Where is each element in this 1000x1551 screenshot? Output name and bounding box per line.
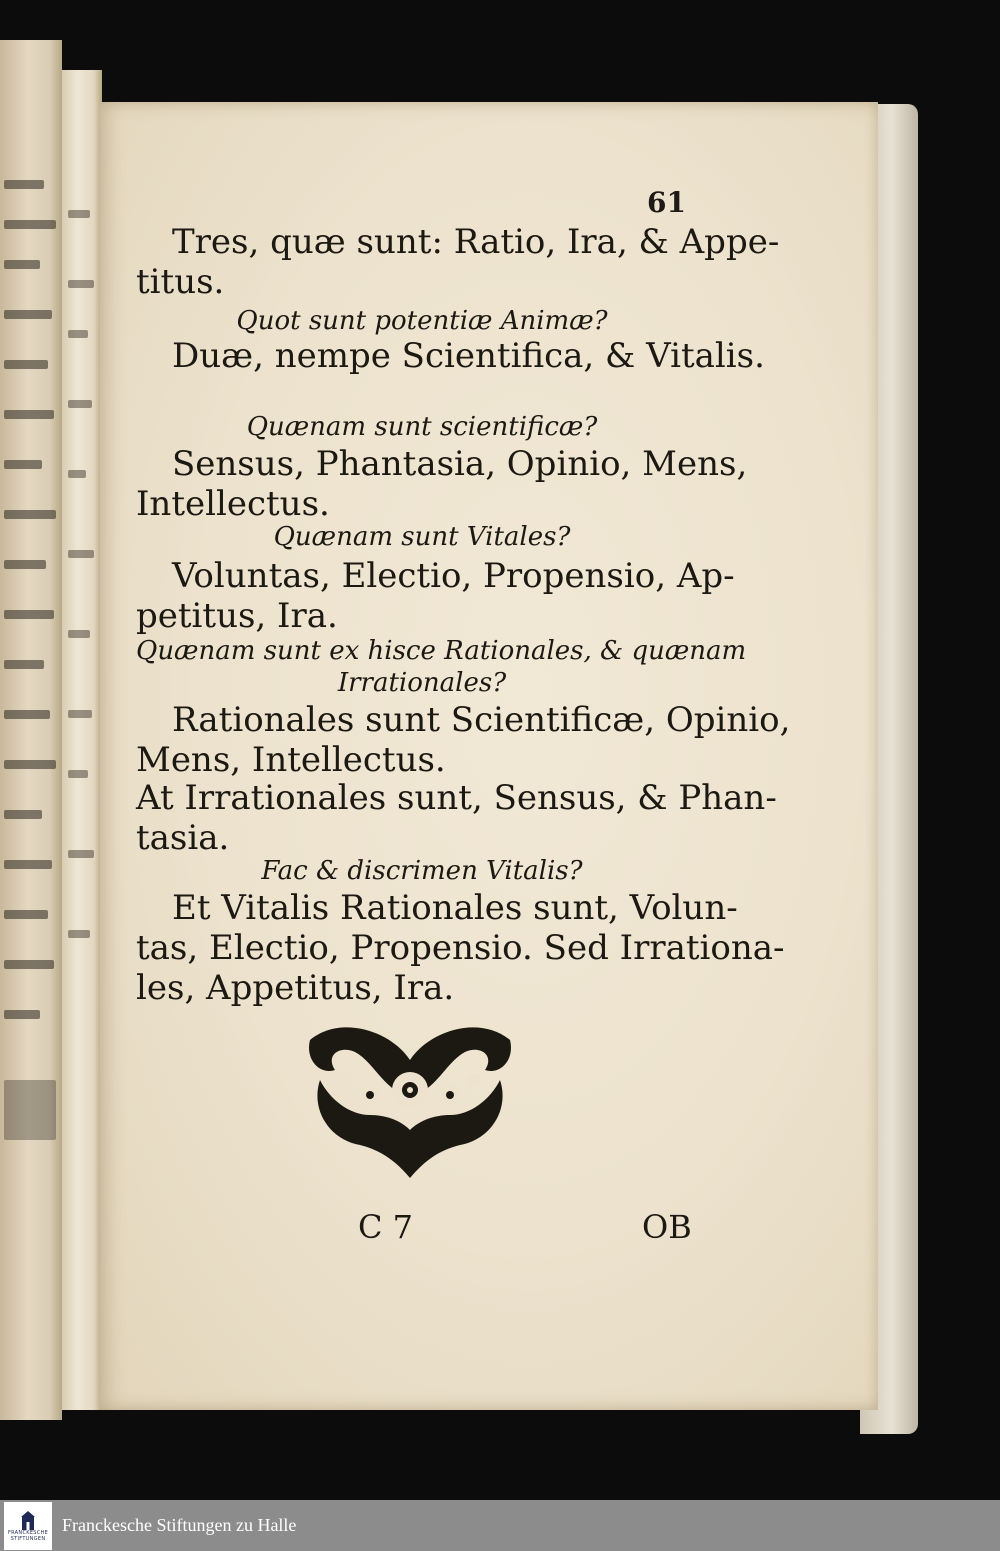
text-line: Et Vitalis Rationales sunt, Volun- [172, 888, 738, 928]
text-line: titus. [136, 262, 225, 302]
text-line: Rationales sunt Scientificæ, Opinio, [172, 700, 791, 740]
catchword: OB [642, 1208, 692, 1246]
page-number: 61 [647, 186, 686, 219]
text-line: Sensus, Phantasia, Opinio, Mens, [172, 444, 748, 484]
text-line: Voluntas, Electio, Propensio, Ap- [172, 556, 735, 596]
text-line: tasia. [136, 818, 230, 858]
text-line: Tres, quæ sunt: Ratio, Ira, & Appe- [172, 222, 780, 262]
question-line: Quænam sunt scientificæ? [246, 412, 598, 442]
facing-page-gutter [62, 70, 102, 1410]
institution-logo [4, 1502, 52, 1550]
text-line: tas, Electio, Propensio. Sed Irrationa- [136, 928, 785, 968]
text-line: Duæ, nempe Scientifica, & Vitalis. [172, 336, 765, 376]
question-line: Fac & discrimen Vitalis? [261, 856, 583, 886]
printer-ornament [300, 1020, 520, 1180]
text-line: les, Appetitus, Ira. [136, 968, 455, 1008]
question-line: Quænam sunt ex hisce Rationales, & quænam [136, 636, 747, 666]
text-line: Intellectus. [136, 484, 330, 524]
question-line: Irrationales? [337, 668, 507, 698]
question-line: Quot sunt potentiæ Animæ? [236, 306, 608, 336]
question-line: Quænam sunt Vitales? [273, 522, 571, 552]
footer-bar [0, 1500, 1000, 1551]
facing-page-left [0, 40, 62, 1420]
footer-label: Franckesche Stiftungen zu Halle [62, 1515, 297, 1535]
text-line: Mens, Intellectus. [136, 740, 446, 780]
signature-mark: C 7 [358, 1208, 414, 1246]
text-line: petitus, Ira. [136, 596, 338, 636]
book-page [100, 102, 878, 1410]
building-icon [20, 1510, 36, 1530]
logo-text: FRANCKESCHE STIFTUNGEN [7, 1529, 49, 1542]
text-line: At Irrationales sunt, Sensus, & Phan- [136, 778, 777, 818]
